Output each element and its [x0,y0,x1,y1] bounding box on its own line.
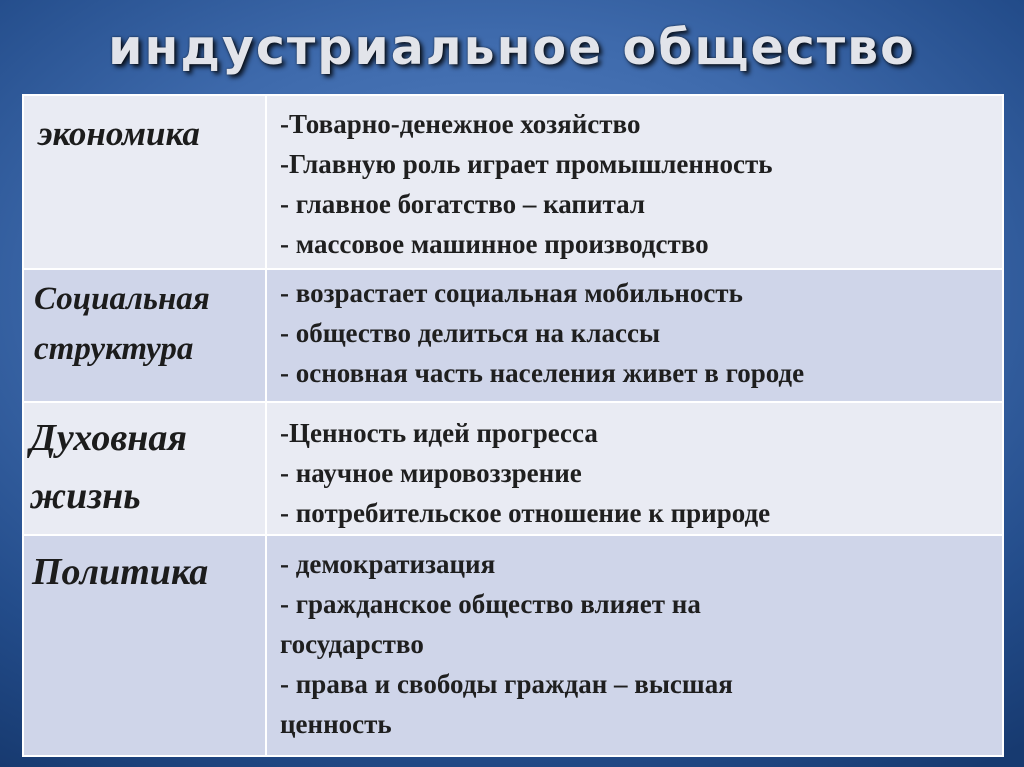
row-heading-cell [23,269,266,402]
row-heading-life: жизнь [30,475,141,517]
list-item: - права и свободы граждан – высшая [280,669,733,699]
list-item: -Товарно-денежное хозяйство [280,109,641,139]
list-item: - главное богатство – капитал [280,189,645,219]
table-row-social-structure [23,269,1003,402]
row-content-cell [266,269,1003,402]
table-row-spiritual-life [23,402,1003,535]
list-item: - потребительское отношение к природе [280,498,771,528]
list-item: - научное мировоззрение [280,458,582,488]
list-item: - общество делиться на классы [280,318,661,348]
list-item: -Ценность идей прогресса [280,418,598,448]
row-content-cell [266,95,1003,269]
list-item: - демократизация [280,549,496,579]
row-heading-cell [23,535,266,756]
row-content-cell [266,535,1003,756]
list-item: государство [280,629,424,659]
list-item: - возрастает социальная мобильность [280,278,743,308]
list-item: -Главную роль играет промышленность [280,149,773,179]
row-heading-social: Социальная [34,281,210,317]
row-heading-politics: Политика [32,551,209,593]
row-heading-economy: экономика [38,114,200,153]
list-item: - массовое машинное производство [280,229,709,259]
list-item: - основная часть населения живет в городе [280,358,805,388]
list-item: ценность [280,709,392,739]
row-content-cell [266,402,1003,535]
comparison-table [22,94,1004,757]
row-heading-structure: структура [34,331,194,367]
slide-title: индустриальное общество [108,19,916,76]
table-row-politics [23,535,1003,756]
row-heading-spiritual: Духовная [30,417,187,459]
table-row-economy [23,95,1003,269]
list-item: - гражданское общество влияет на [280,589,701,619]
row-heading-cell [23,402,266,535]
row-heading-cell [23,95,266,269]
